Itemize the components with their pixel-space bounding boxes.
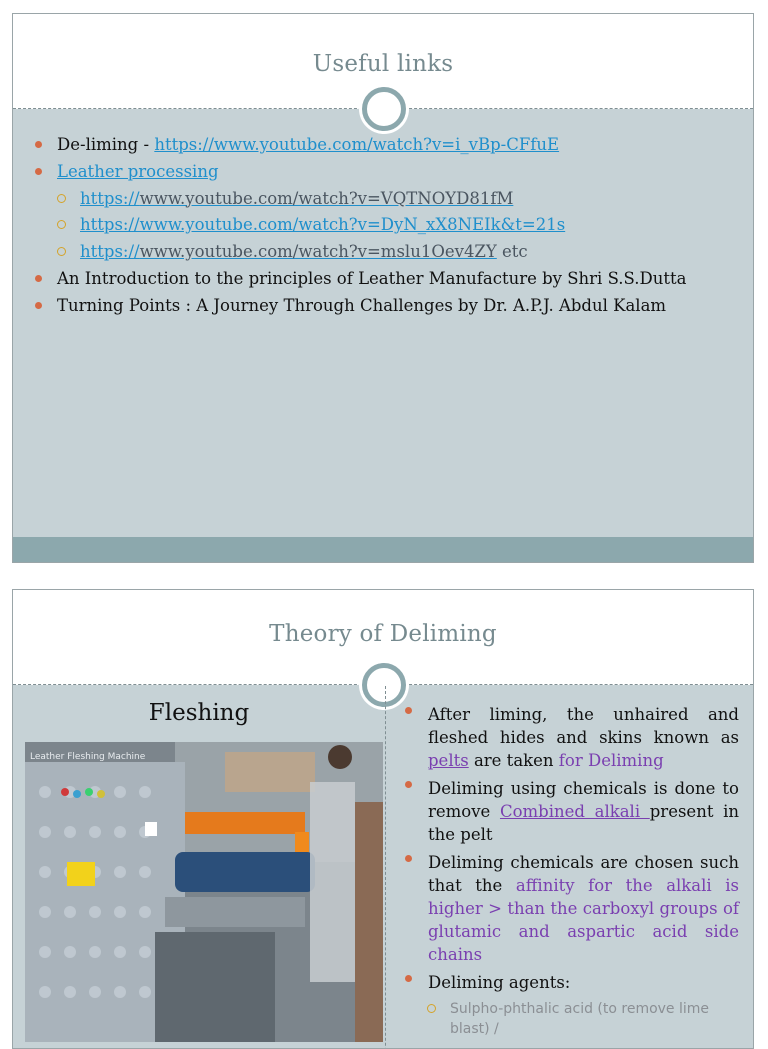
list-item bbox=[33, 159, 733, 186]
list-item bbox=[33, 266, 733, 293]
youtube-link[interactable]: https://www.youtube.com/watch?v=VQTNOYD81fM bbox=[80, 188, 514, 208]
bullet-icon bbox=[405, 855, 412, 862]
combined-alkali-link[interactable]: Combined alkali bbox=[499, 802, 650, 821]
youtube-link[interactable]: https://www.youtube.com/watch?v=DyN_xX8NEIk&t=21s bbox=[80, 215, 566, 235]
sub-bullet-icon bbox=[57, 220, 66, 229]
list-item bbox=[33, 293, 733, 320]
sub-bullet-icon bbox=[427, 1004, 436, 1013]
bullet-icon bbox=[35, 275, 42, 282]
list-item bbox=[33, 186, 733, 213]
slide-useful-links bbox=[12, 13, 754, 563]
list-item: After liming, the unhaired and fleshed hides and skins known as pelts are taken for Deliming bbox=[403, 703, 739, 772]
slide-title: Useful links bbox=[312, 51, 454, 77]
ring-ornament-icon bbox=[362, 87, 406, 131]
pelts-link[interactable]: pelts bbox=[428, 751, 469, 770]
item-label: De-liming - bbox=[57, 135, 155, 154]
links-list bbox=[33, 132, 733, 320]
slide-theory-of-deliming bbox=[12, 589, 754, 1049]
list-item: https://www.youtube.com/watch?v=mslu1Oev4ZY etc bbox=[33, 239, 733, 266]
list-item bbox=[33, 212, 733, 239]
left-heading: Fleshing bbox=[148, 700, 250, 726]
list-item: Deliming chemicals are chosen such that the affinity for the alkali is higher > than the carboxyl groups of glutamic and aspartic acid side chains bbox=[403, 851, 739, 966]
youtube-link[interactable]: https://www.youtube.com/watch?v=mslu1Oev4ZY bbox=[80, 242, 497, 262]
book-reference: Turning Points : A Journey Through Challenges by Dr. A.P.J. Abdul Kalam bbox=[57, 295, 667, 315]
column-divider bbox=[385, 686, 386, 1049]
leather-processing-link[interactable]: Leather processing bbox=[57, 161, 219, 181]
list-item: Deliming agents: bbox=[403, 971, 739, 994]
bullet-icon bbox=[35, 302, 42, 309]
sub-bullet-icon bbox=[57, 194, 66, 203]
fleshing-machine-photo bbox=[25, 742, 383, 1042]
bullet-icon bbox=[35, 141, 42, 148]
book-reference: An Introduction to the principles of Leather Manufacture by Shri S.S.Dutta bbox=[57, 268, 687, 288]
machine-illustration bbox=[25, 742, 383, 1042]
list-item: Deliming using chemicals is done to remove Combined alkali present in the pelt bbox=[403, 777, 739, 846]
deliming-bullets bbox=[403, 703, 739, 1039]
slide-title: Theory of Deliming bbox=[269, 621, 497, 647]
list-item bbox=[33, 132, 733, 159]
bullet-icon bbox=[405, 975, 412, 982]
youtube-link[interactable]: https://www.youtube.com/watch?v=i_vBp-CFfuE bbox=[154, 135, 560, 154]
bullet-icon bbox=[405, 781, 412, 788]
slide-footer-band bbox=[13, 537, 753, 563]
bullet-icon bbox=[35, 168, 42, 175]
bullet-icon bbox=[405, 707, 412, 714]
sub-list-item: Sulpho-phthalic acid (to remove lime blast) / bbox=[403, 999, 739, 1039]
photo-caption: Leather Fleshing Machine bbox=[30, 752, 146, 762]
sub-bullet-icon bbox=[57, 247, 66, 256]
